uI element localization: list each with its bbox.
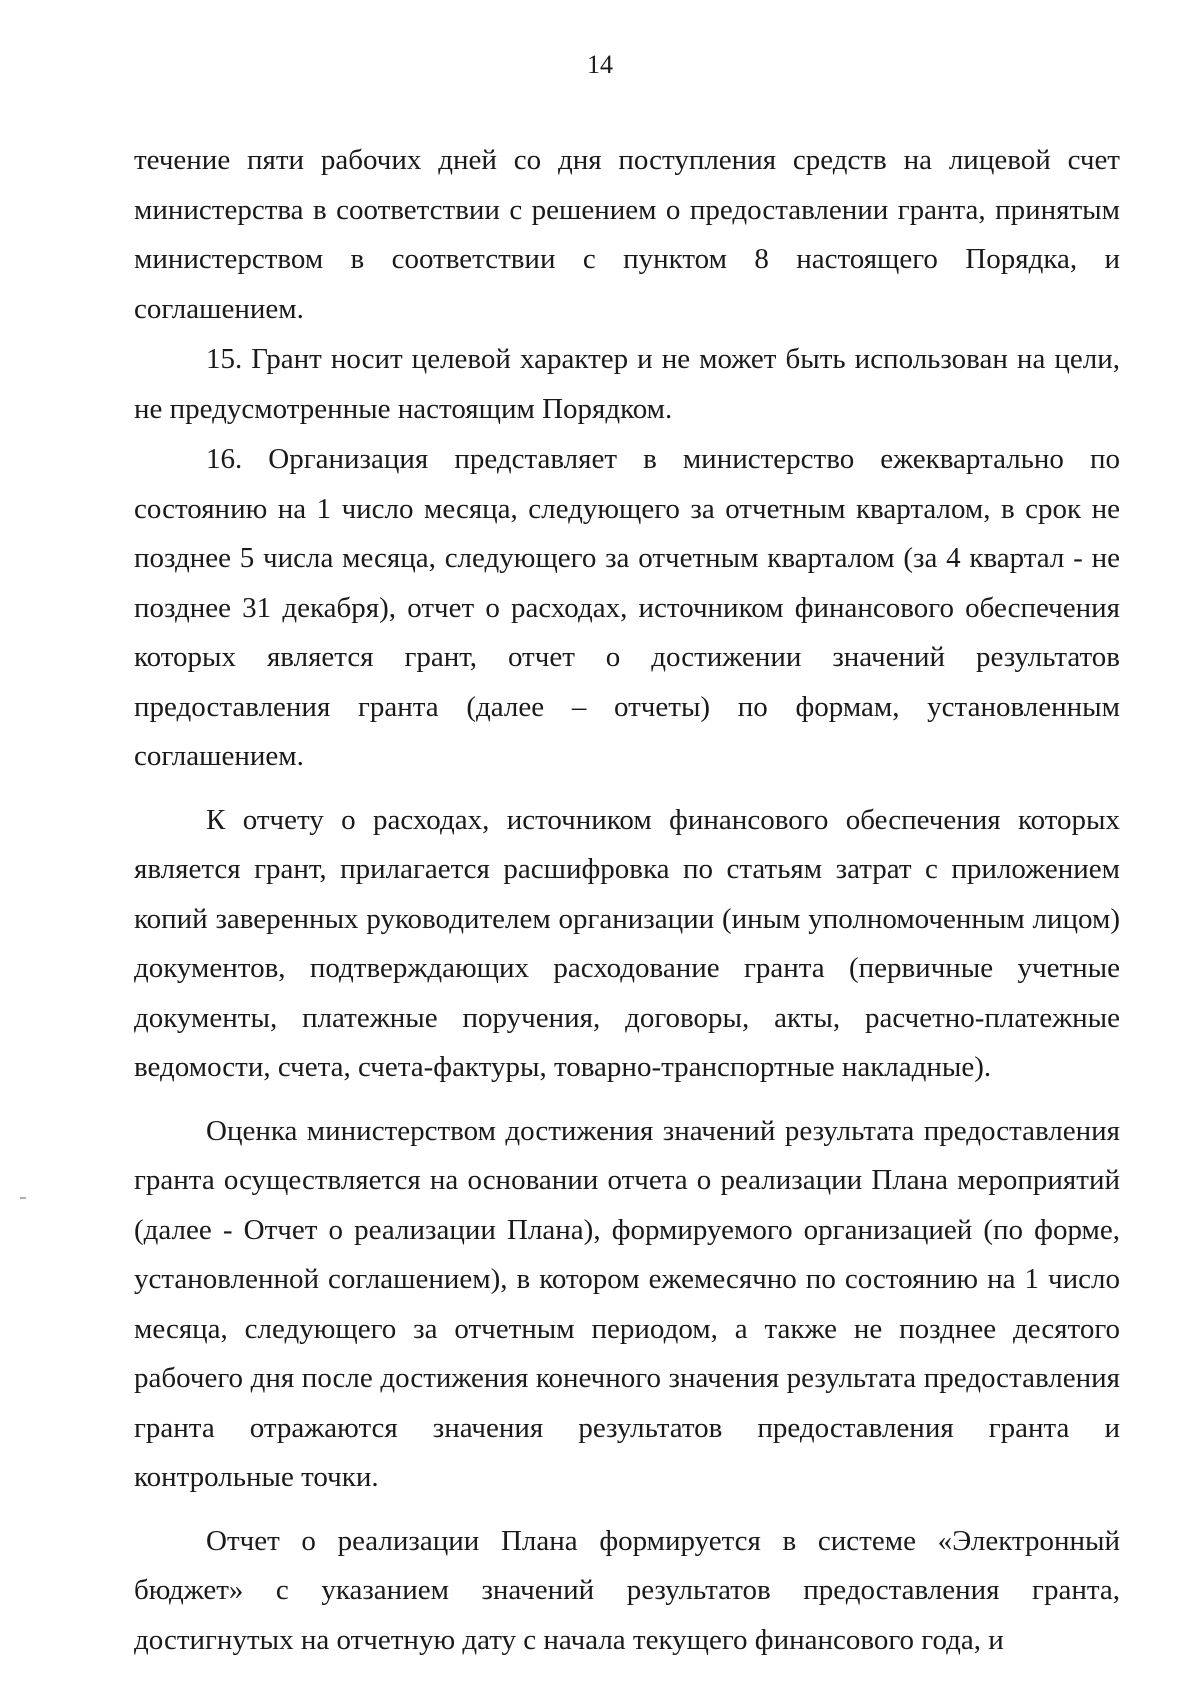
- paragraph-expense-report: К отчету о расходах, источником финансового обеспечения которых является грант, прилагается расшифровка по статьям затрат с приложением копий заверенных руководителем организации (иным уполномоченным лицом) документов, подтверждающих расходование гранта (первичные учетные документы, платежные поручения, договоры, акты, расчетно-платежные ведомости, счета, счета-фактуры, товарно-транспортные накладные).: [134, 803, 1120, 1083]
- document-body: [134, 136, 1120, 1665]
- paragraph-continuation: течение пяти рабочих дней со дня поступления средств на лицевой счет министерства в соответствии с решением о предоставлении гранта, принятым министерством в соответствии с пунктом 8 настоящего Порядка, и соглашением.: [134, 144, 1120, 325]
- paragraph-evaluation: Оценка министерством достижения значений результата предоставления гранта осуществляется на основании отчета о реализации Плана мероприятий (далее - Отчет о реализации Плана), формируемого организацией (по форме, установленной соглашением), в котором ежемесячно по состоянию на 1 число месяца, следующего за отчетным периодом, а также не позднее десятого рабочего дня после достижения конечного значения результата предоставления гранта отражаются значения результатов предоставления гранта и контрольные точки.: [134, 1114, 1120, 1493]
- scan-mark: [20, 1197, 26, 1199]
- paragraph-plan-report: Отчет о реализации Плана формируется в системе «Электронный бюджет» с указанием значений результатов предоставления гранта, достигнутых на отчетную дату с начала текущего финансового года, и: [134, 1524, 1120, 1656]
- paragraph-16: 16. Организация представляет в министерство ежеквартально по состоянию на 1 число месяца, следующего за отчетным кварталом, в срок не позднее 5 числа месяца, следующего за отчетным кварталом (за 4 квартал - не позднее 31 декабря), отчет о расходах, источником финансового обеспечения которых является грант, отчет о достижении значений результатов предоставления гранта (далее – отчеты) по формам, установленным соглашением.: [134, 443, 1120, 772]
- page-number: 14: [587, 50, 613, 79]
- paragraph-15: 15. Грант носит целевой характер и не может быть использован на цели, не предусмотренные настоящим Порядком.: [134, 343, 1120, 425]
